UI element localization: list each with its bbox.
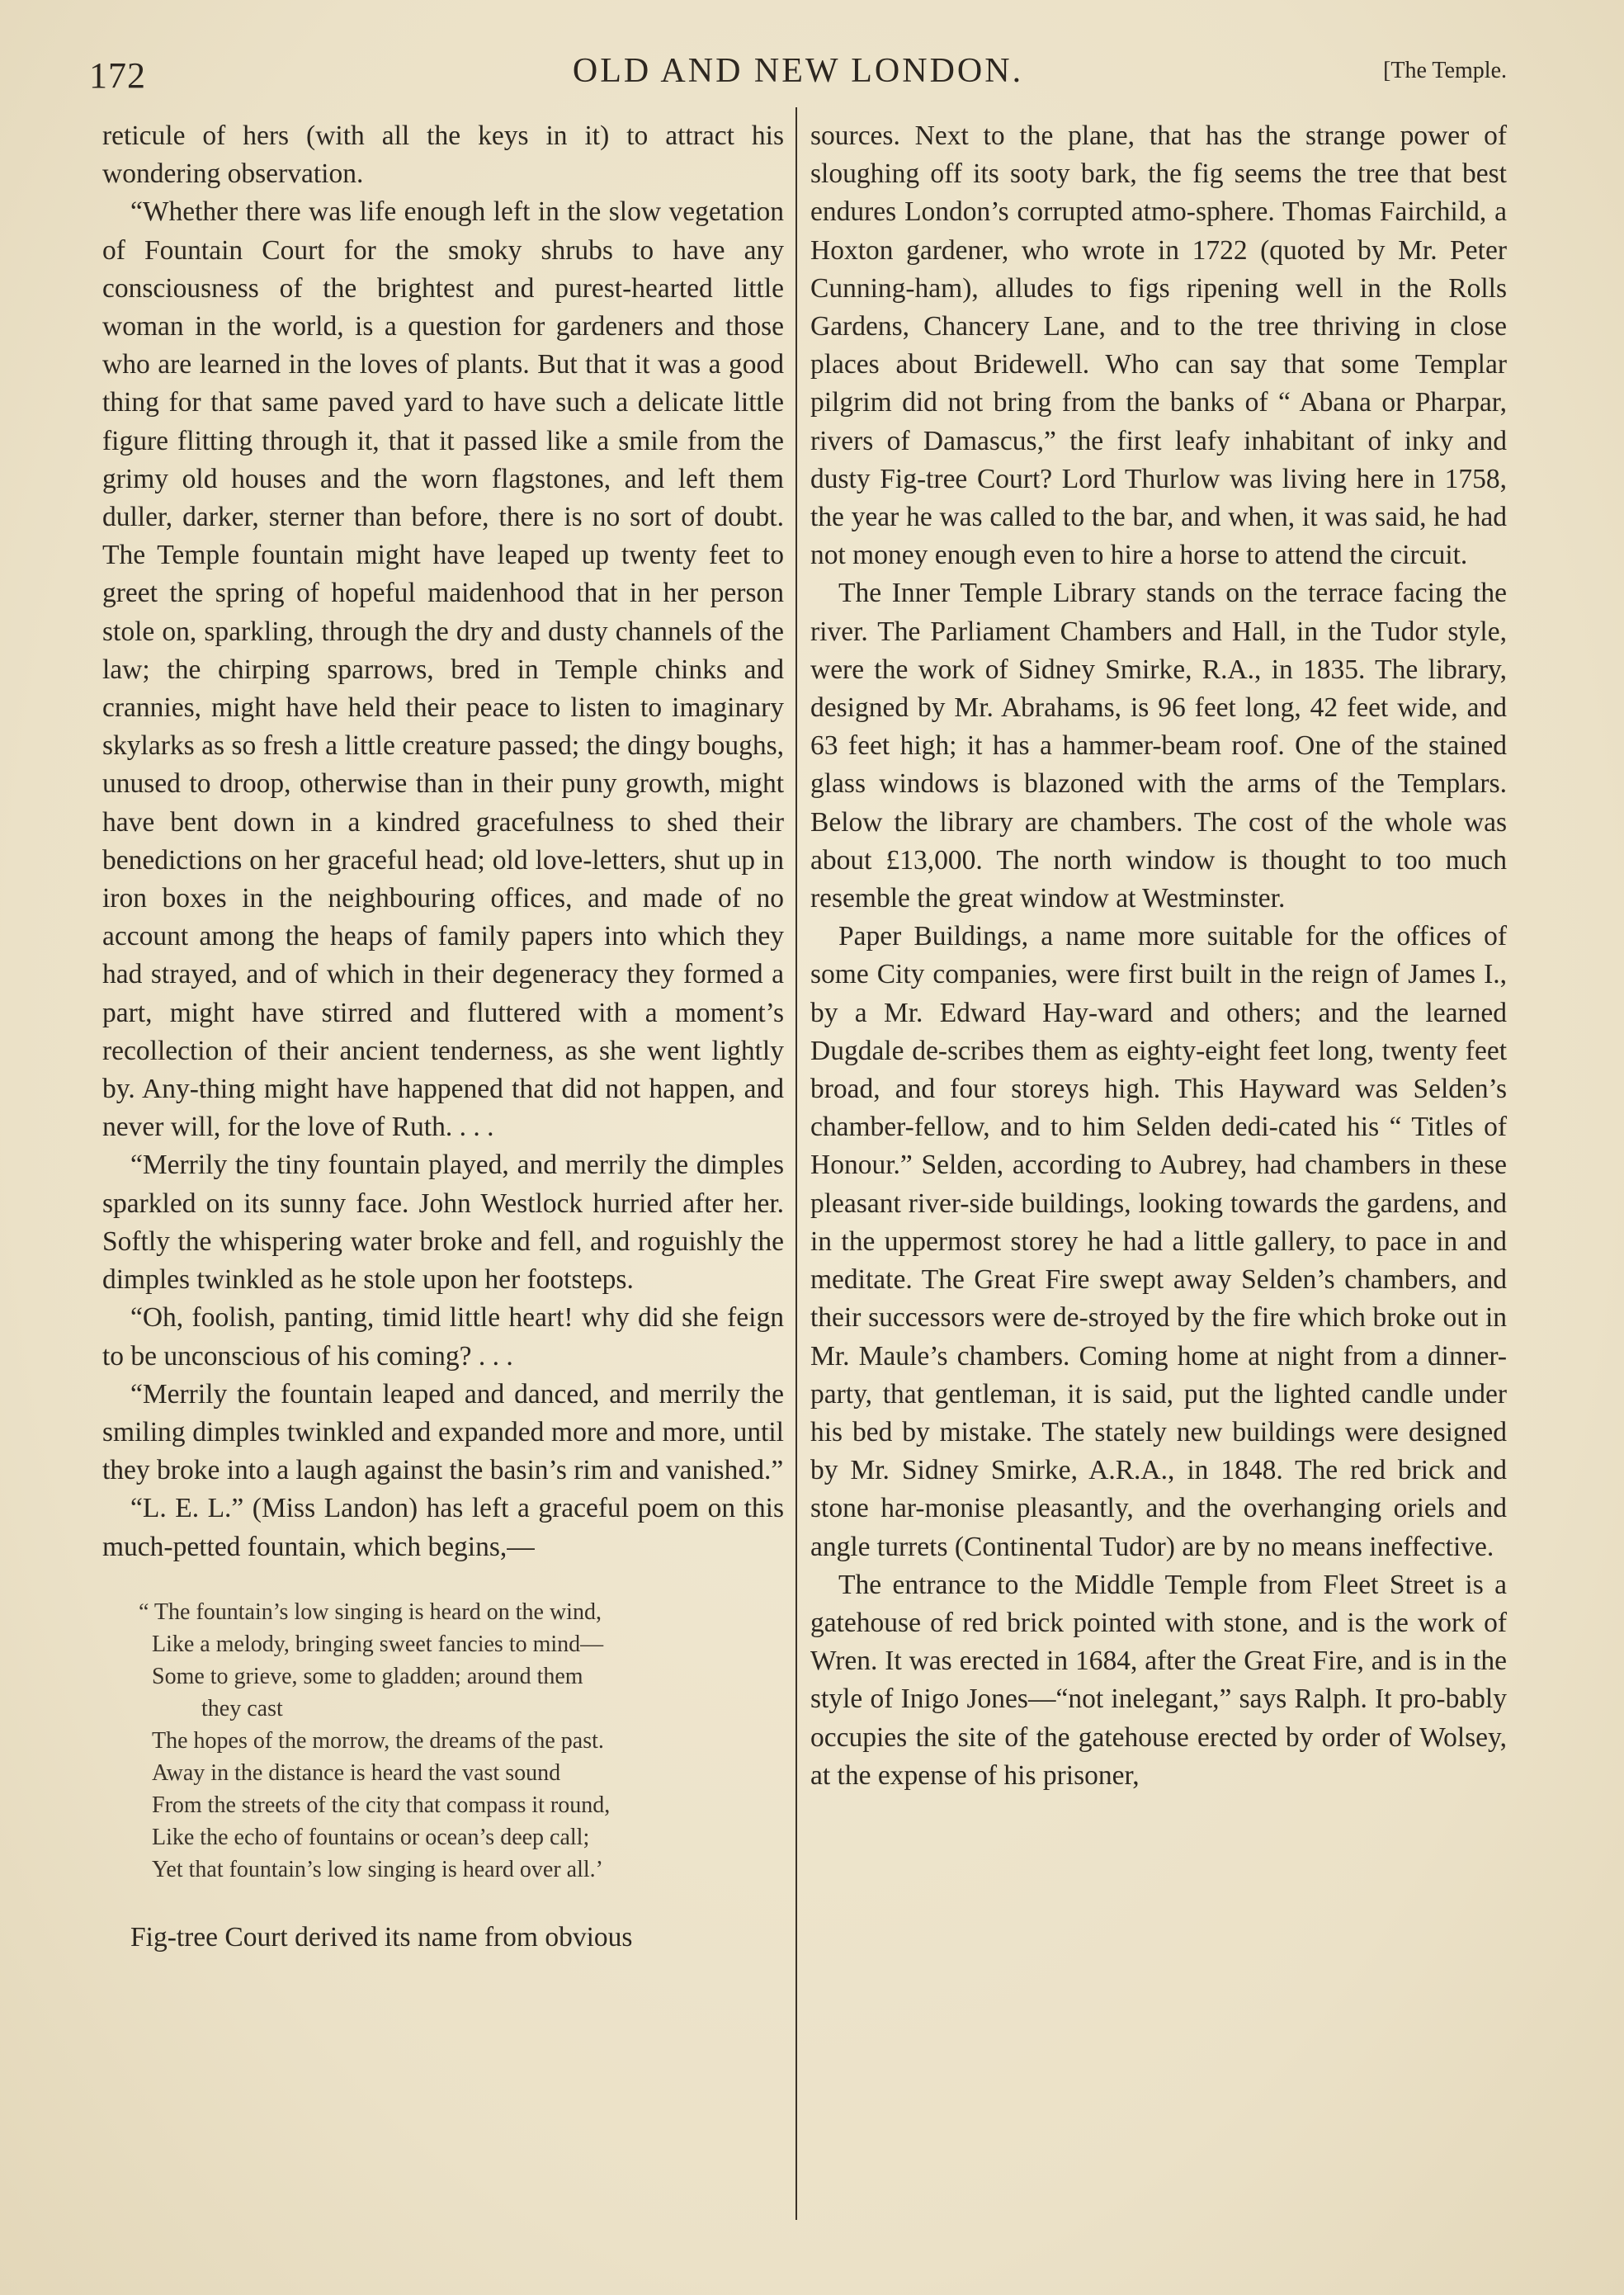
paragraph: Paper Buildings, a name more suitable for the offices of some City companies, were first built in the reign of James I., by a Mr. Edward Hay-ward and others; and the learned Dugdale de-scribes them as eighty-eight feet long, twenty feet broad, and four storeys high. This Hayward was Selden’s chamber-fellow, and to him Selden dedi-cated his “ Titles of Honour.” Selden, according to Aubrey, had chambers in these pleasant river-side buildings, looking towards the gardens, and in the uppermost storey he had a little gallery, to pace in and meditate. The Great Fire swept away Selden’s chambers, and their successors were de-stroyed by the fire which broke out in Mr. Maule’s chambers. Coming home at night from a dinner-party, that gentleman, it is said, put the lighted candle under his bed by mistake. The stately new buildings were designed by Mr. Sidney Smirke, A.R.A., in 1848. The red brick and stone har-monise pleasantly, and the overhanging oriels and angle turrets (Continental Tudor) are by no means ineffective. <box>810 921 1507 1562</box>
section-label: [The Temple. <box>1383 58 1507 83</box>
column-divider <box>795 107 797 2220</box>
verse-line: Away in the distance is heard the vast sound <box>152 1759 561 1786</box>
right-column <box>810 117 1507 1795</box>
poem-quote <box>127 1596 784 1886</box>
running-title: OLD AND NEW LONDON. <box>572 52 1024 90</box>
paragraph: sources. Next to the plane, that has the strange power of sloughing off its sooty bark, the fig seems the tree that best endures London’s corrupted atmo-sphere. Thomas Fairchild, a Hoxton gardener, who wrote in 1722 (quoted by Mr. Peter Cunning-ham), alludes to figs ripening well in the Rolls Gardens, Chancery Lane, and to the tree thriving in close places about Bridewell. Who can say that some Templar pilgrim did not bring from the banks of “ Abana or Pharpar, rivers of Damascus,” the first leafy inhabitant of inky and dusty Fig-tree Court? Lord Thurlow was living here in 1758, the year he was called to the bar, and when, it was said, he had not money enough even to hire a horse to attend the circuit. <box>810 120 1507 571</box>
paragraph: “Whether there was life enough left in the slow vegetation of Fountain Court for the smoky shrubs to have any consciousness of the brightest and purest-hearted little woman in the world, is a question for gardeners and those who are learned in the loves of plants. But that it was a good thing for that same paved yard to have such a delicate little figure flitting through it, that it passed like a smile from the grimy old houses and the worn flagstones, and left them duller, darker, sterner than before, there is no sort of doubt. The Temple fountain might have leaped up twenty feet to greet the spring of hopeful maidenhood that in her person stole on, sparkling, through the dry and dusty channels of the law; the chirping sparrows, bred in Temple chinks and crannies, might have held their peace to listen to imaginary skylarks as so fresh a little creature passed; the dingy boughs, unused to droop, otherwise than in their puny growth, might have bent down in a kindred gracefulness to shed their benedictions on her graceful head; old love-letters, shut up in iron boxes in the neighbouring offices, and made of no account among the heaps of family papers into which they had strayed, and of which in their degeneracy they formed a part, might have stirred and fluttered with a moment’s recollection of their ancient tenderness, as she went lightly by. Any-thing might have happened that did not happen, and never will, for the love of Ruth. . . . <box>102 196 784 1143</box>
verse-line: “ The fountain’s low singing is heard on the wind, <box>139 1598 602 1625</box>
paragraph: The entrance to the Middle Temple from Fleet Street is a gatehouse of red brick pointed with stone, and is the work of Wren. It was erected in 1684, after the Great Fire, and is in the style of Inigo Jones—“not inelegant,” says Ralph. It pro-bably occupies the site of the gatehouse erected by order of Wolsey, at the expense of his prisoner, <box>810 1569 1507 1791</box>
verse-line: Like a melody, bringing sweet fancies to mind— <box>152 1631 604 1657</box>
verse-line: The hopes of the morrow, the dreams of the past. <box>152 1727 604 1754</box>
paragraph: The Inner Temple Library stands on the terrace facing the river. The Parliament Chambers and Hall, in the Tudor style, were the work of Sidney Smirke, R.A., in 1835. The library, designed by Mr. Abrahams, is 96 feet long, 42 feet wide, and 63 feet high; it has a hammer-beam roof. One of the stained glass windows is blazoned with the arms of the Templars. Below the library are chambers. The cost of the whole was about £13,000. The north window is thought to too much resemble the great window at Westminster. <box>810 578 1507 914</box>
verse-line: Like the echo of fountains or ocean’s deep call; <box>152 1824 590 1850</box>
paragraph: Fig-tree Court derived its name from obvious <box>130 1921 633 1953</box>
paragraph: “Oh, foolish, panting, timid little heart! why did she feign to be unconscious of his coming? . . . <box>102 1302 784 1372</box>
paragraph: “Merrily the tiny fountain played, and merrily the dimples sparkled on its sunny face. John Westlock hurried after her. Softly the whispering water broke and fell, and roguishly the dimples twinkled as he stole upon her footsteps. <box>102 1150 784 1296</box>
paragraph: “L. E. L.” (Miss Landon) has left a graceful poem on this much-petted fountain, which begins,— <box>102 1493 784 1562</box>
paragraph: “Merrily the fountain leaped and danced, and merrily the smiling dimples twinkled and expanded more and more, until they broke into a laugh against the basin’s rim and vanished.” <box>102 1378 784 1486</box>
verse-line: Yet that fountain’s low singing is heard over all.’ <box>152 1856 603 1882</box>
page-number: 172 <box>89 55 146 96</box>
page-header <box>89 48 1507 97</box>
verse-line: Some to grieve, some to gladden; around them <box>152 1663 583 1689</box>
verse-line: they cast <box>201 1695 283 1721</box>
left-column <box>102 117 784 1957</box>
paragraph: reticule of hers (with all the keys in it) to attract his wondering observation. <box>102 120 784 190</box>
verse-line: From the streets of the city that compass it round, <box>152 1792 611 1818</box>
